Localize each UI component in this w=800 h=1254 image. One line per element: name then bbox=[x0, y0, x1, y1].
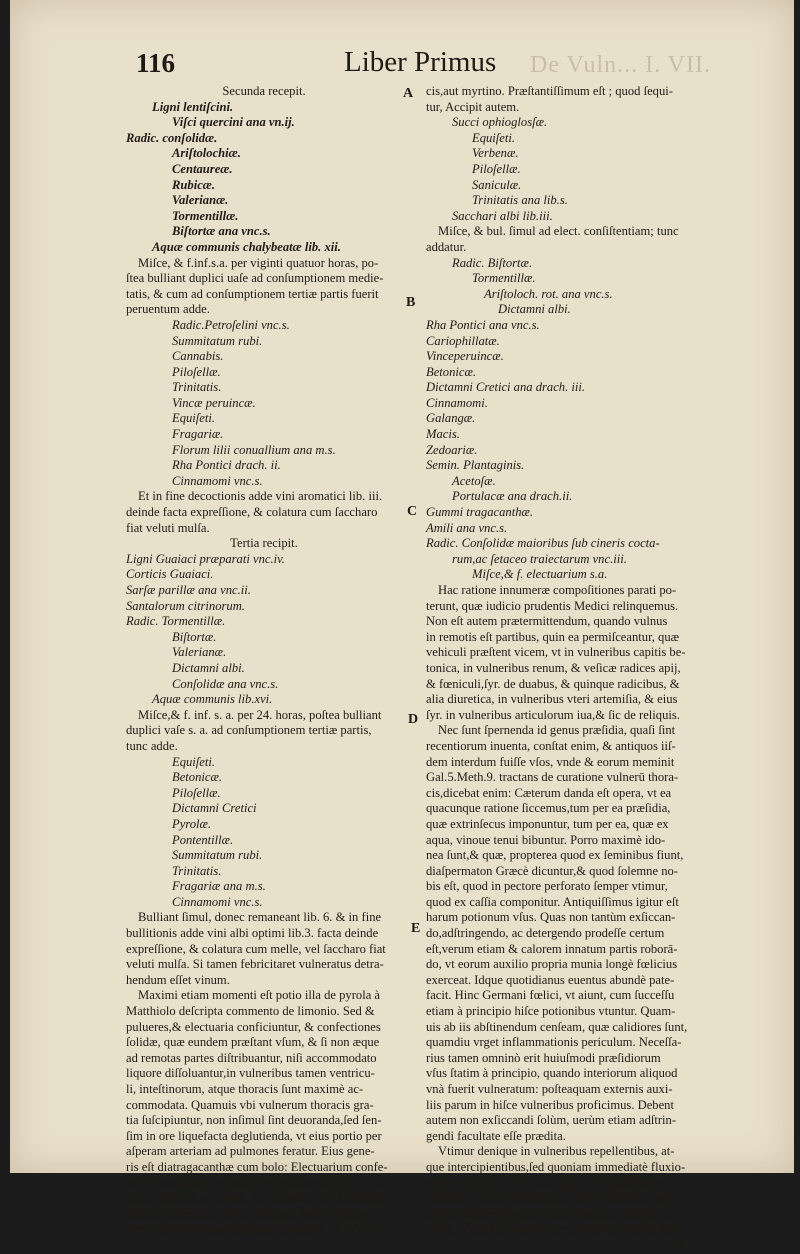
text-line: Radic. conſolidæ. bbox=[126, 130, 218, 145]
text-line: Saniculæ. bbox=[472, 177, 522, 192]
text-line: Et in fine decoctionis adde vini aromatici lib. iii. bbox=[138, 489, 383, 504]
text-line: Nec ſunt ſpernenda id genus præſidia, quaſi ſint bbox=[438, 723, 676, 738]
text-line: Tormentillæ. bbox=[472, 271, 536, 286]
text-line: cis,aut myrtino. Præſtantiſſimum eſt ; quod ſequi- bbox=[426, 84, 673, 98]
text-line: Viſci quercini ana vn.ij. bbox=[172, 115, 295, 130]
text-line: bis eſt, quod in pectore perforato ſemper vtimur, bbox=[426, 879, 668, 894]
text-line: hendum eſſet vinum. bbox=[126, 972, 230, 987]
text-line: Biſtortæ ana vnc.s. bbox=[172, 224, 271, 239]
text-line: terunt, quæ iudicio prudentis Medici relinquemus. bbox=[426, 598, 679, 613]
text-line: terra Samia,ſem.plantaginis,acetoſæ,ſyr. de roſis ſic- bbox=[126, 1222, 386, 1237]
text-line: Florum lilii conuallium ana m.s. bbox=[172, 442, 336, 457]
text-line: Rha Pontici drach. ii. bbox=[172, 458, 281, 473]
text-line: ſyr. in vulneribus articulorum iua,& ſic de reliquis. bbox=[426, 707, 680, 722]
text-line: Radic.Petroſelini vnc.s. bbox=[172, 317, 290, 332]
text-line: veluti mulſa. Si tamen febricitaret vulneratus detra- bbox=[126, 957, 384, 972]
text-line: Cinnamomi vnc.s. bbox=[172, 894, 263, 909]
text-line: Ligni lentiſcini. bbox=[152, 99, 234, 114]
text-line: Matthiolo deſcripta commento de limonio. Sed & bbox=[126, 1004, 375, 1019]
text-line: Dictamni Cretici ana drach. iii. bbox=[426, 380, 586, 395]
text-line: addatur. bbox=[426, 239, 467, 254]
text-line: Summitatum rubi. bbox=[172, 333, 263, 348]
text-line: Betonicæ. bbox=[172, 770, 223, 785]
text-line: Ligni Guaiaci præparati vnc.iv. bbox=[126, 551, 285, 566]
text-line: Piloſellæ. bbox=[472, 161, 521, 176]
text-line: Cinnamomi vnc.s. bbox=[172, 473, 263, 488]
text-line: Non eſt autem prætermittendum, quando vulnus bbox=[426, 614, 668, 629]
text-line: Miſce,& f. inf. s. a. per 24. horas, poſtea bulliant bbox=[138, 707, 382, 722]
text-line: aqua, vinoue tenui bibuntur. Porro maximè ido- bbox=[426, 832, 666, 847]
text-line: Tertia recipit. bbox=[230, 536, 298, 551]
text-line: ſim in ore liquefacta deglutienda, vt eius portio per bbox=[126, 1128, 382, 1143]
text-line: tonica, in vulneribus renum, & veſicæ radices apij, bbox=[426, 660, 681, 675]
text-line: vnà fuerit vulneratum: poſteaquam externis auxi- bbox=[426, 1082, 673, 1096]
text-line: Vinceperuincæ. bbox=[426, 349, 504, 364]
text-line: Dictamni albi. bbox=[498, 302, 571, 317]
text-line: ris eſt diatragacanthæ cum bolo: Electuarium confe- bbox=[126, 1159, 388, 1174]
text-line: taceo traiectis, ac melle, ſeu ſaccharo, & ex ſaccharo bbox=[126, 1191, 389, 1206]
text-line: Fragariæ. bbox=[172, 427, 224, 442]
text-line: nea ſunt,& quæ, propterea quod ex ſeminibus fiunt, bbox=[426, 848, 684, 863]
text-line: cis,dicebat enim: Cæterum danda eſt opera, vt ea bbox=[426, 785, 672, 800]
text-line: ad remotas partes diſtribuantur, niſi accommodato bbox=[126, 1050, 377, 1065]
text-line: tatis, & cum ad conſumptionem tertiæ partis fuerit bbox=[126, 286, 379, 301]
text-line: uis ab iis abſtinendum cenſeam, quæ calidiores ſunt, bbox=[426, 1019, 688, 1034]
text-line: Miſce, & f.inf.s.a. per viginti quatuor horas, po- bbox=[138, 255, 379, 270]
text-line: Equiſeti. bbox=[472, 130, 516, 145]
text-line: boris, ut una hac ratione certa quædam munia fæli- bbox=[426, 1222, 683, 1237]
text-line: Miſce, & bul. ſimul ad elect. conſiſtentiam; tunc bbox=[438, 224, 679, 239]
book-page bbox=[10, 0, 794, 1252]
text-line: Miſce,& f. electuarium s.a. bbox=[472, 567, 608, 582]
text-line: Trinitatis. bbox=[172, 863, 222, 878]
text-line: rius tamen omninò erit huiuſmodi præſidiorum bbox=[426, 1050, 661, 1065]
text-line: Betonicæ. bbox=[426, 364, 477, 379]
text-line: dem interdum fuiſſe vſos, vnde & eorum meminit bbox=[426, 754, 675, 769]
text-line: etiam à principio hiſce potionibus vtuntur. Quam- bbox=[426, 1004, 676, 1019]
text-line: Vtimur denique in vulneribus repellentibus, at- bbox=[438, 1144, 675, 1159]
text-line: aſperam arteriam ad pulmones feratur. Eius gene- bbox=[126, 1144, 375, 1159]
text-line: Piloſellæ. bbox=[172, 785, 221, 800]
text-line: ſtea bulliant duplici uaſe ad conſumptionem medie- bbox=[126, 271, 384, 286]
text-line: Cannabis. bbox=[172, 349, 224, 364]
text-line: facit. Hinc Germani fœlici, vt aiunt, cum ſucceſſu bbox=[426, 988, 675, 1003]
text-line: eſt,verum etiam & calorem innatum partis roborā- bbox=[426, 941, 678, 956]
text-line: vehiculi præſtent vicem, vt in vulneribus capitis be- bbox=[426, 645, 686, 660]
text-line: gendi facultate eſſe prædita. bbox=[426, 1128, 566, 1143]
text-line: Galangæ. bbox=[426, 411, 476, 426]
text-line: tunc adde. bbox=[126, 738, 178, 753]
text-line: Cinnamomi. bbox=[426, 395, 488, 410]
text-line: Macis. bbox=[426, 427, 460, 442]
text-line: Ariſtolochiæ. bbox=[172, 146, 241, 161]
text-line: alia diuretica, in vulneribus vteri artemiſia, & eius bbox=[426, 692, 678, 707]
text-line: Radic. Conſolidæ maioribus ſub cineris cocta- bbox=[426, 536, 660, 551]
text-line: Santalorum citrinorum. bbox=[126, 598, 245, 613]
text-line: pulueres,& electuaria conficiuntur, & confectiones bbox=[126, 1019, 381, 1034]
text-line: Rubicæ. bbox=[172, 177, 216, 192]
right-text-column bbox=[426, 84, 718, 1254]
text-line: Trinitatis. bbox=[172, 380, 222, 395]
text-line: Fragariæ ana m.s. bbox=[172, 879, 266, 894]
text-line: Rha Pontici ana vnc.s. bbox=[426, 317, 540, 332]
left-text-column bbox=[126, 84, 402, 1238]
text-line: Pontentillæ. bbox=[172, 832, 234, 847]
text-line: Dictamni Cretici bbox=[172, 801, 257, 816]
page-number: 116 bbox=[136, 48, 176, 78]
text-line: autem non exſiccandi ſolùm, uerùm etiam adſtrin- bbox=[426, 1113, 677, 1128]
text-line: Ariſtoloch. rot. ana vnc.s. bbox=[484, 286, 613, 301]
text-line: Equiſeti. bbox=[172, 411, 216, 426]
text-line: Summitatum rubi. bbox=[172, 848, 263, 863]
text-line: liis parum in hiſce vulneribus proficimus. Debent bbox=[426, 1097, 674, 1112]
text-line: diaſpermaton Græcè dicuntur,& quod ſolemne no- bbox=[426, 863, 679, 878]
text-line: fiat veluti mulſa. bbox=[126, 520, 210, 535]
text-line: quod ex caſſia componitur. Antiquiſſimus igitur eſt bbox=[426, 894, 679, 909]
margin-letter-d: D bbox=[408, 712, 419, 727]
text-line: Piloſellæ. bbox=[172, 364, 221, 379]
text-line: que intercipientibus,ſed quoniam immediatè fluxio- bbox=[426, 1159, 686, 1174]
text-line: tur, Accipit autem. bbox=[426, 99, 520, 114]
text-line: Aquæ communis lib.xvi. bbox=[152, 692, 273, 707]
text-line: fluxione diffusè tractabimus. Sunt poſtremò, quæ bbox=[426, 1191, 674, 1206]
text-line: quacunque ratione ſiccemus,tum per ea præſidia, bbox=[426, 801, 671, 816]
text-line: ctum ex radicibus conſolidæ maioris decoctis, ac ſe- bbox=[126, 1175, 388, 1190]
text-line: Sarſæ parillæ ana vnc.ii. bbox=[126, 583, 251, 597]
text-line: Portulacæ ana drach.ii. bbox=[452, 489, 573, 504]
text-line: ciſſi- bbox=[670, 1237, 694, 1252]
running-title: Liber Primus bbox=[344, 46, 497, 78]
text-line: Amili ana vnc.s. bbox=[426, 520, 508, 535]
text-line: Verbenæ. bbox=[472, 146, 519, 161]
text-line: liquore diſſoluantur,in vulneribus tamen ventricu- bbox=[126, 1066, 375, 1081]
text-line: vſus ſtatim à principio, quando interiorum aliquod bbox=[426, 1066, 678, 1081]
text-line: Succi ophioglosſæ. bbox=[452, 115, 548, 130]
text-line: harum potionum vſus. Quas non tantùm exſiccan- bbox=[426, 910, 676, 925]
text-line: tia ſuſcipiuntur, non inſimul ſint deuoranda,ſed ſen- bbox=[126, 1113, 382, 1128]
text-line: Dictamni albi. bbox=[172, 660, 245, 675]
text-line: Sacchari albi lib.iii. bbox=[452, 208, 553, 223]
text-line: Radic. Biſtortæ. bbox=[452, 255, 533, 270]
text-line: ſolidæ, quæ eundem præſtant vſum, & ſi non æque bbox=[126, 1035, 380, 1050]
margin-letter-e: E bbox=[411, 921, 421, 936]
text-line: ingeſta uulneratæ parti calori tantùm adiiciunt ro- bbox=[426, 1206, 675, 1221]
text-line: Gummi tragacanthæ. bbox=[426, 505, 534, 520]
text-line: Hac ratione innumeræ compoſitiones parati po- bbox=[438, 583, 677, 597]
text-line: in remotis eſt partibus, quin ea permiſceantur, quæ bbox=[426, 629, 680, 644]
text-line: Vincæ peruincæ. bbox=[172, 395, 256, 410]
text-line: roſaceo veteri,bolo Arm. orientali, terra ſigillata, bbox=[126, 1206, 369, 1221]
text-line: nem reſpiciunt, de illis in capite de ſupprimenda bbox=[426, 1175, 668, 1190]
text-line: Bulliant ſimul, donec remaneant lib. 6. & in fine bbox=[138, 910, 382, 925]
text-line: Semin. Plantaginis. bbox=[426, 458, 525, 473]
text-line: rum,ac ſetaceo traiectarum vnc.iii. bbox=[452, 551, 627, 566]
text-line: Valerianæ. bbox=[172, 193, 229, 208]
text-line: Acetoſæ. bbox=[452, 473, 496, 488]
text-line: Corticis Guaiaci. bbox=[126, 567, 214, 582]
text-line: do, vt eorum auxilio propria munia longè fœlicius bbox=[426, 957, 678, 972]
text-line: expreſſione, & colatura cum melle, vel ſaccharo fiat bbox=[126, 941, 386, 956]
text-line: exerceat. Idque quotidianus euentus abundè pate- bbox=[426, 972, 675, 987]
text-line: peruentum adde. bbox=[126, 302, 210, 317]
text-line: recentiorum inuenta, conſtat enim, & antiquos iiſ- bbox=[426, 738, 676, 753]
text-line: commodata. Quamuis vbi vulnerum thoracis gra- bbox=[126, 1097, 374, 1112]
text-line: Valerianæ. bbox=[172, 645, 227, 660]
text-line: Radic. Tormentillæ. bbox=[126, 614, 226, 629]
text-line: quæ extrinſecus imponuntur, tum per ea, quæ ex bbox=[426, 816, 669, 831]
margin-letter-b: B bbox=[406, 295, 416, 310]
text-line: duplici vaſe s. a. ad conſumptionem tertiæ partis, bbox=[126, 723, 372, 738]
margin-letter-c: C bbox=[407, 504, 418, 519]
text-line: Secunda recepit. bbox=[222, 84, 306, 98]
bleed-through-heading: De Vuln... I. VII. bbox=[530, 52, 711, 78]
text-line: Trinitatis ana lib.s. bbox=[472, 193, 568, 208]
margin-letter-a: A bbox=[403, 86, 414, 101]
text-line: Gal.5.Meth.9. tractans de curatione vulnerū thora- bbox=[426, 770, 679, 785]
text-line: Zedoariæ. bbox=[426, 442, 478, 457]
text-line: do,adſtringendo, ac detergendo prodeſſe certum bbox=[426, 926, 665, 941]
text-line: Biſtortæ. bbox=[172, 629, 217, 644]
text-line: & fœniculi,ſyr. de duabus, & quinque radicibus, & bbox=[426, 676, 680, 691]
text-line: quamdiu vrget inflammationis periculum. Neceſſa- bbox=[426, 1035, 682, 1050]
text-line: li, inteſtinorum, atque thoracis ſunt maximè ac- bbox=[126, 1082, 364, 1096]
text-line: bullitionis adde vini albi optimi lib.3. facta deinde bbox=[126, 926, 379, 941]
text-line: Pyrolæ. bbox=[172, 816, 212, 831]
text-line: Centaureæ. bbox=[172, 161, 233, 176]
text-line: Maximi etiam momenti eſt potio illa de pyrola à bbox=[138, 988, 381, 1003]
text-line: Aquæ communis chalybeatæ lib. xii. bbox=[152, 239, 341, 254]
text-line: Conſolidæ ana vnc.s. bbox=[172, 676, 279, 691]
text-line: Tormentillæ. bbox=[172, 208, 239, 223]
text-line: Cariophillatæ. bbox=[426, 333, 500, 348]
text-line: Equiſeti. bbox=[172, 754, 216, 769]
text-line: deinde facta expreſſione, & colatura cum ſaccharo bbox=[126, 505, 378, 520]
